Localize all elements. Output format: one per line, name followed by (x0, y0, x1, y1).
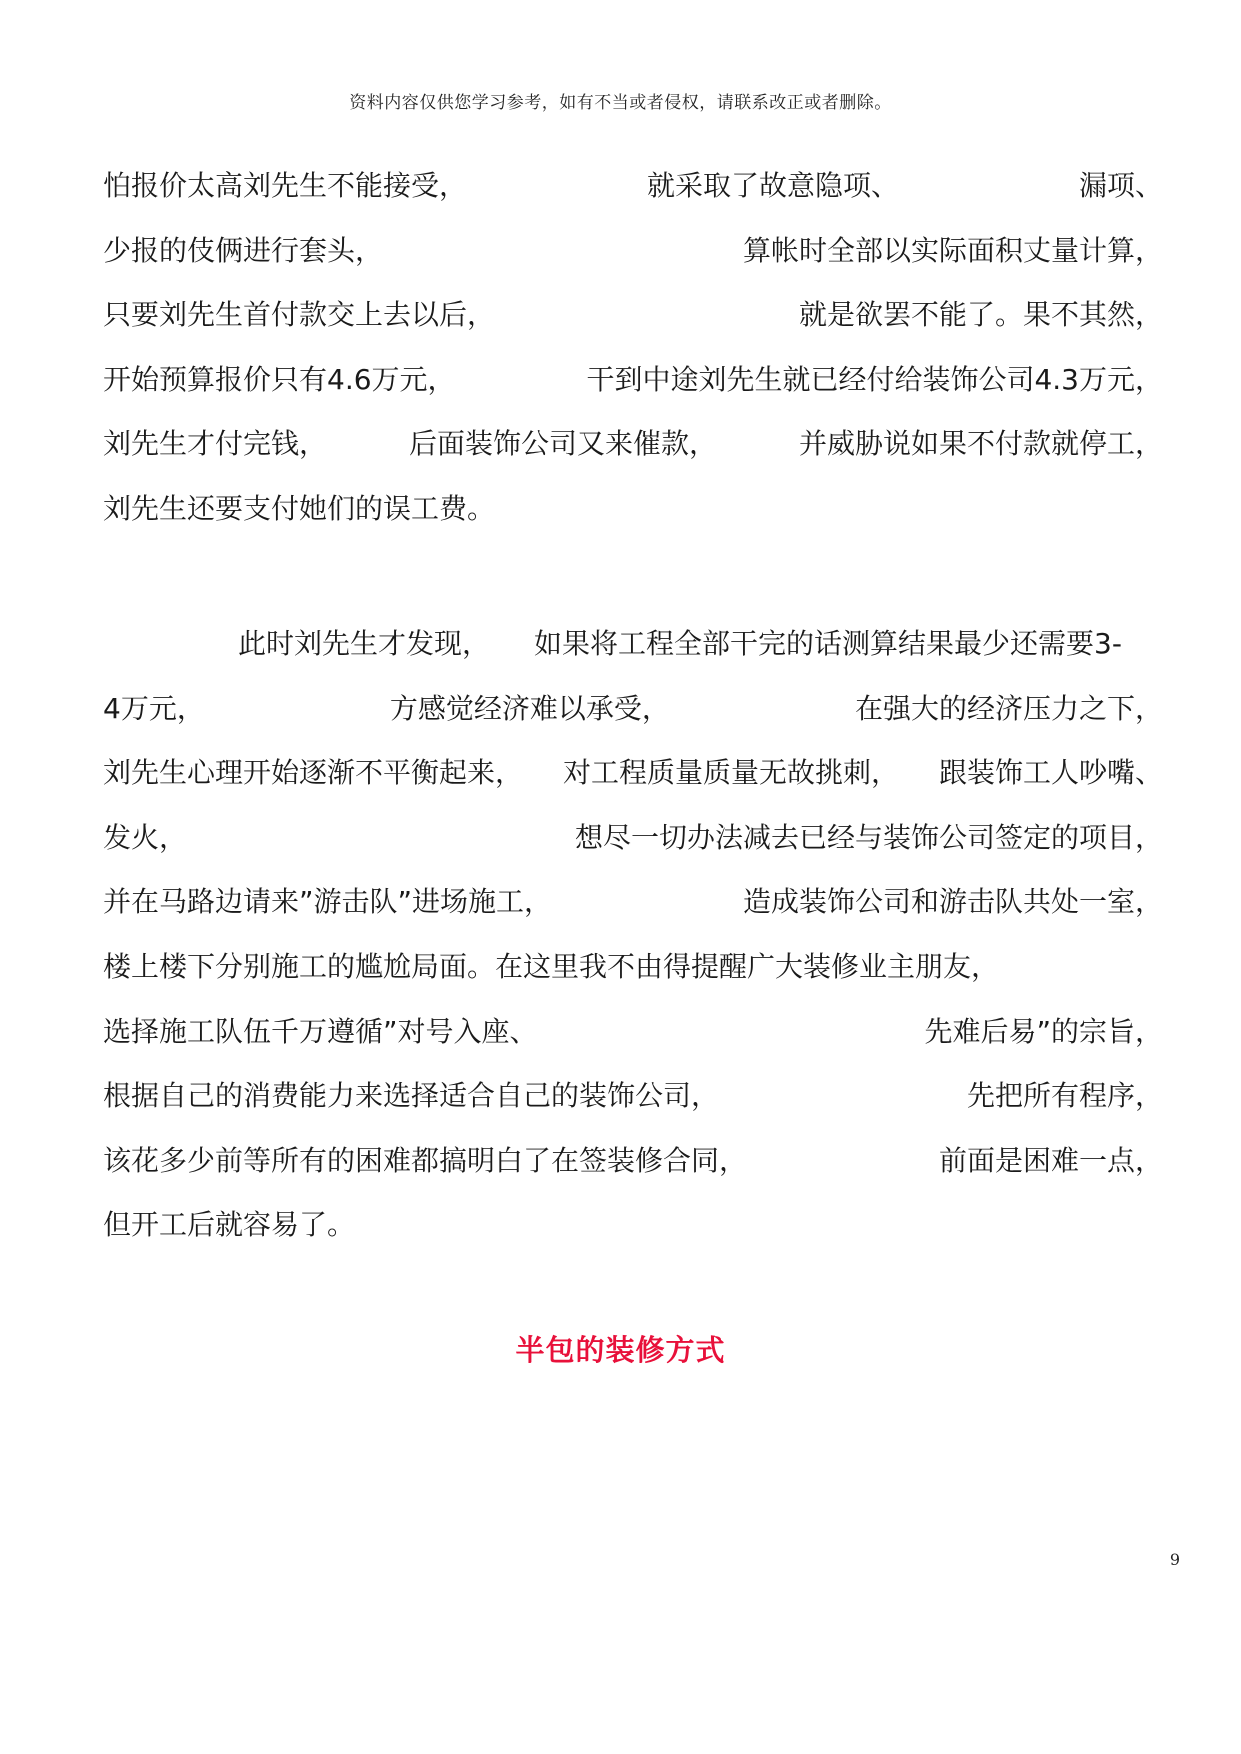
text-segment: 就采取了故意隐项、 (646, 169, 899, 202)
text-segment: 算帐时全部以实际面积丈量计算， (742, 233, 1163, 267)
disclaimer-header: 资料内容仅供您学习参考，如有不当或者侵权，请联系改正或者删除。 (349, 93, 892, 113)
text-segment: 开始预算报价只有4.6万元， (103, 362, 456, 396)
text-line (103, 870, 1163, 935)
page-number: 9 (1169, 1550, 1180, 1569)
text-line (103, 1193, 1163, 1258)
text-line (103, 612, 1163, 677)
text-segment: 并在马路边请来”游击队”进场施工， (103, 885, 553, 919)
text-line (103, 412, 1163, 477)
text-segment: 但开工后就容易了。 (103, 1208, 356, 1242)
text-line (103, 1064, 1163, 1129)
text-segment: 先难后易”的宗旨， (924, 1014, 1163, 1048)
text-line (103, 477, 1163, 542)
section-heading: 半包的装修方式 (515, 1333, 726, 1367)
text-line (103, 741, 1163, 806)
text-segment: 跟装饰工人吵嘴、 (938, 756, 1163, 790)
text-segment: 发火， (103, 820, 188, 854)
text-line (103, 283, 1163, 348)
text-line (103, 154, 1163, 219)
text-segment: 干到中途刘先生就已经付给装饰公司4.3万元， (586, 362, 1163, 396)
paragraph-1 (103, 154, 1163, 542)
text-line (103, 1000, 1163, 1065)
text-segment: 方感觉经济难以承受， (389, 691, 670, 725)
text-segment: 想尽一切办法减去已经与装饰公司签定的项目， (574, 820, 1163, 854)
text-segment: 怕报价太高刘先生不能接受， (103, 169, 468, 202)
text-segment: 对工程质量质量无故挑刺， (562, 756, 899, 790)
text-line (103, 935, 1163, 1000)
text-segment: 就是欲罢不能了。果不其然， (798, 298, 1163, 332)
text-segment: 该花多少前等所有的困难都搞明白了在签装修合同， (103, 1143, 748, 1177)
text-segment: 后面装饰公司又来催款， (408, 427, 717, 461)
text-line (103, 806, 1163, 871)
text-segment: 少报的伎俩进行套头， (103, 233, 384, 267)
text-segment: 4万元， (103, 691, 205, 725)
text-segment: 只要刘先生首付款交上去以后， (103, 298, 496, 332)
text-segment: 根据自己的消费能力来选择适合自己的装饰公司， (103, 1079, 720, 1113)
text-line (103, 348, 1163, 413)
text-segment: 选择施工队伍千万遵循”对号入座、 (103, 1014, 538, 1048)
text-segment: 此时刘先生才发现， (238, 627, 491, 660)
text-line (103, 219, 1163, 284)
text-line (103, 1129, 1163, 1194)
text-segment: 并威胁说如果不付款就停工， (798, 427, 1163, 461)
text-segment: 在强大的经济压力之下， (854, 691, 1163, 725)
text-segment: 刘先生心理开始逐渐不平衡起来， (103, 756, 524, 790)
text-segment: 刘先生才付完钱， (103, 427, 328, 461)
text-segment: 造成装饰公司和游击队共处一室， (742, 885, 1163, 919)
text-segment: 如果将工程全部干完的话测算结果最少还需要3- (534, 627, 1122, 660)
text-segment: 漏项、 (1078, 169, 1163, 202)
paragraph-2 (103, 612, 1163, 1258)
text-line (103, 677, 1163, 742)
text-segment: 前面是困难一点， (938, 1143, 1163, 1177)
text-segment: 楼上楼下分别施工的尴尬局面。在这里我不由得提醒广大装修业主朋友， (103, 949, 1000, 983)
text-segment: 先把所有程序， (966, 1079, 1163, 1113)
text-segment: 刘先生还要支付她们的误工费。 (103, 491, 496, 525)
